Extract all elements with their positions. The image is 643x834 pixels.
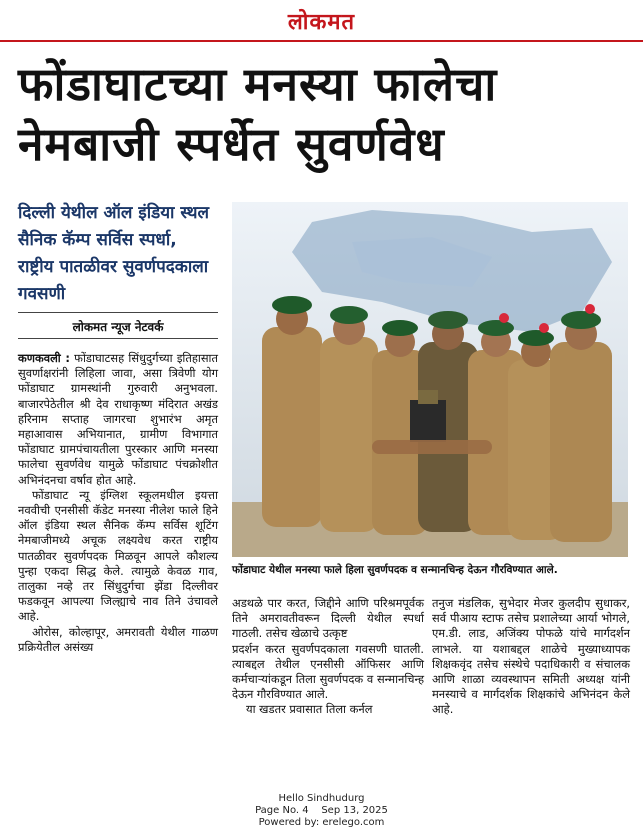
article-subheadline: दिल्ली येथील ऑल इंडिया स्थल सैनिक कॅम्प सर्विस स्पर्धा, राष्ट्रीय पातळीवर सुवर्णपदकाला गवसणी xyxy=(18,203,210,304)
byline-rule-bottom xyxy=(18,338,218,339)
photo-caption: फोंडाघाट येथील मनस्या फाले हिला सुवर्णपदक व सन्मानचिन्ह देऊन गौरविण्यात आले. xyxy=(232,564,558,576)
article-headline: फोंडाघाटच्या मनस्या फालेचा नेमबाजी स्पर्धेत सुवर्णवेध xyxy=(18,57,498,171)
masthead-rule xyxy=(0,40,643,42)
byline-rule-top xyxy=(18,312,218,313)
masthead xyxy=(0,0,643,42)
article-photo xyxy=(232,202,628,557)
article-column-1 xyxy=(18,351,218,655)
dateline: कणकवली : xyxy=(18,351,70,365)
article-paragraph: प्रदर्शन करत सुवर्णपदकाला गवसणी घातली. त्याबद्दल तेथील एनसीसी ऑफिसर आणि कर्मचाऱ्यांकडून तिला सुवर्णपदक व सन्मानचिन्ह देऊन गौरविण्यात आले. xyxy=(232,641,424,702)
article-paragraph: अडथळे पार करत, जिद्दीने आणि परिश्रमपूर्वक तिने अमरावतीवरून दिल्ली येथील स्पर्धा गाठली. तसेच खेळाचे उत्कृष्ट xyxy=(232,596,424,641)
powered-by: Powered by: erelego.com xyxy=(258,817,385,828)
page-footer xyxy=(0,793,643,829)
article-column-2 xyxy=(232,596,424,718)
article-paragraph: कणकवली : फोंडाघाटसह सिंधुदुर्गच्या इतिहासात सुवर्णाक्षरांनी लिहिला जावा, असा त्रिवेणी योग फोंडाघाट ग्रामस्थांनी गुरुवारी अनुभवला. बाजारपेठेतील श्री देव राधाकृष्ण मंदिरात अखंड हरिनाम सप्ताह जागरचा शुभारंभ अमृत महाआवास अभियानात, ग्रामीण विभागात फोंडाघाट ग्रामपंचायतीला पुरस्कार आणि मनस्या फालेचा सुवर्णवेध यामुळे फोंडाघाट पंचक्रोशीत अभिनंदनचा वर्षाव होत आहे. xyxy=(18,351,218,487)
ncc-cadets-photo xyxy=(232,202,628,557)
article-paragraph: या खडतर प्रवासात तिला कर्नल xyxy=(246,702,373,717)
edition-name: Hello Sindhudurg xyxy=(278,793,365,804)
byline: लोकमत न्यूज नेटवर्क xyxy=(72,320,164,334)
article-paragraph: ओरोस, कोल्हापूर, अमरावती येथील गाळण प्रक्रियेतील असंख्य xyxy=(18,624,218,654)
article-paragraph: फोंडाघाट न्यू इंग्लिश स्कूलमधील इयत्ता नववीची एनसीसी कॅडेट मनस्या नीलेश फाले हिने ऑल इंडिया स्थल सैनिक कॅम्प सर्विस शूटिंग नेमबाजीमध्ये अचूक लक्ष्यवेध करत राष्ट्रीय पातळीवर सुवर्णपदक मिळवून आपले कौशल्य पुन्हा एकदा सिद्ध केले. त्यामुळे केवळ गाव, तालुका नव्हे तर सिंधुदुर्गचा झेंडा दिल्लीवर फडकवून आपल्या जिल्ह्याचे नाव तिने उंचावले आहे. xyxy=(18,487,218,624)
newspaper-logo: लोकमत xyxy=(287,10,356,35)
article-column-3 xyxy=(432,596,630,718)
article-paragraph: तनुज मंडलिक, सुभेदार मेजर कुलदीप सुधाकर, सर्व पीआय स्टाफ तसेच प्रशालेच्या आर्या भोगले, एम.डी. लाड, अजिंक्य पोफळे यांचे मार्गदर्शन लाभले. या यशाबद्दल शाळेचे मुख्याध्यापक शिक्षकवृंद तसेच संस्थेचे पदाधिकारी व संचालक आणि शाळा व्यवस्थापन समिती अध्यक्ष यांनी मनस्याचे व मार्गदर्शक शिक्षकांचे अभिनंदन केले आहे. xyxy=(432,596,630,717)
page-and-date: Page No. 4 Sep 13, 2025 xyxy=(255,805,388,816)
